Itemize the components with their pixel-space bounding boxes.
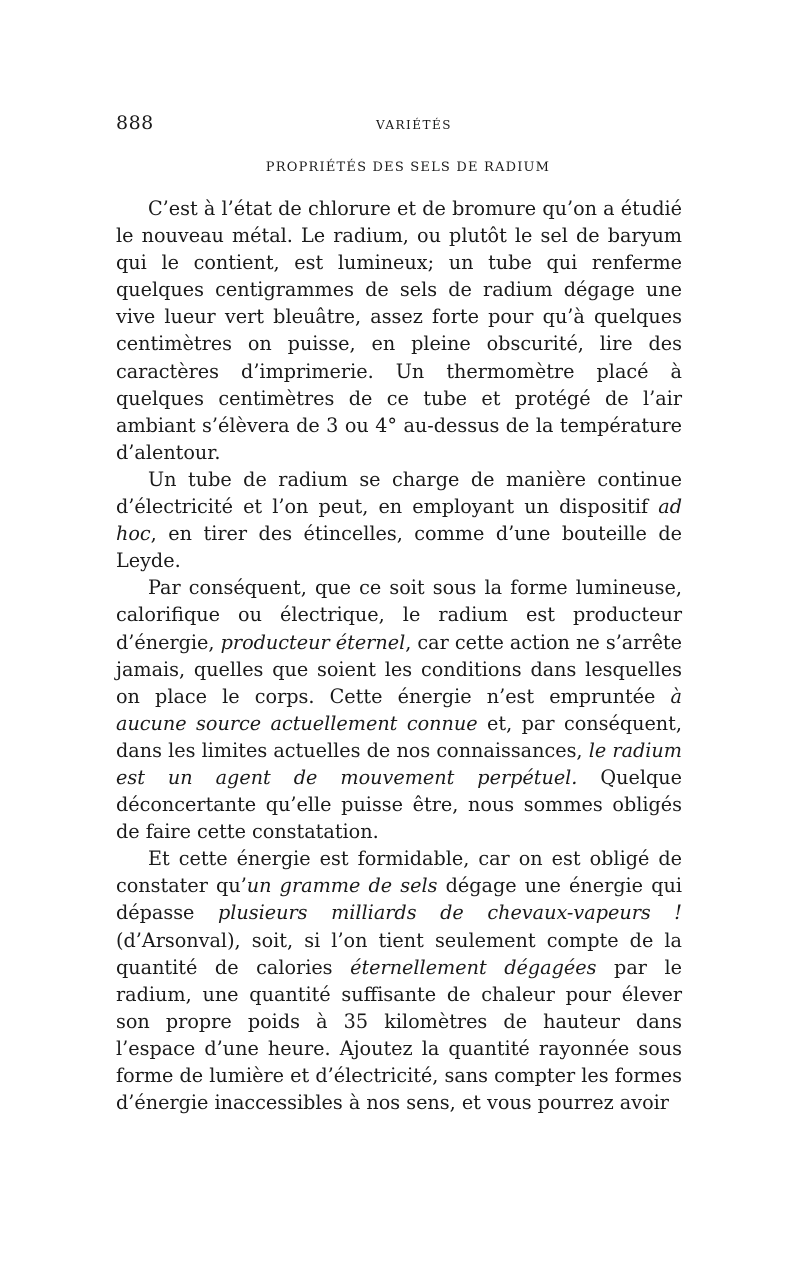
italic-run: à aucune source actuellement connue [116,684,682,735]
italic-run: éternellement dégagées [350,955,597,979]
running-title: VARIÉTÉS [375,118,453,132]
italic-run: ad hoc [116,495,682,546]
italic-run: plusieurs milliards de chevaux-vapeurs ! [218,901,682,925]
text-run: Quelque déconcertante qu’elle puisse être, nous sommes obligés de faire cette constatation. [116,765,682,844]
section-title: PROPRIÉTÉS DES SELS DE RADIUM [265,160,551,175]
text-run: Et cette énergie est formidable, car on est obligé de constater qu’ [116,847,682,898]
paragraph-2 [116,466,682,574]
running-head [116,100,682,134]
paragraph-4 [116,845,682,1116]
text-run: dégage une énergie qui dépasse [116,874,682,925]
italic-run: le radium est un agent de mouvement perpétuel. [116,738,682,789]
paragraph-3 [116,574,682,845]
text-run: , en tirer des étincelles, comme d’une bouteille de Leyde. [116,522,682,573]
text-run: par le radium, une quantité suffisante de chaleur pour élever son propre poids à 35 kilomètres de hauteur dans l’espace d’une heure. Ajoutez la quantité rayonnée sous forme de lumière et d’électricité, sans compter les formes d’énergie inaccessibles à nos sens, et vous pourrez avoir [116,955,682,1115]
book-page [116,100,682,1116]
paragraph-1 [116,195,682,466]
text-run: C’est à l’état de chlorure et de bromure qu’on a étudié le nouveau métal. Le radium, ou plutôt le sel de baryum qui le contient, est lumineux; un tube qui renferme quelques centigrammes de sels de radium dégage une vive lueur vert bleuâtre, assez forte pour qu’à quelques centimètres on puisse, en pleine obscurité, lire des caractères d’imprimerie. Un thermomètre placé à quelques centimètres de ce tube et protégé de l’air ambiant s’élèvera de 3 ou 4° au-dessus de la température d’alentour. [116,197,682,464]
body-text [116,195,682,1116]
page-number: 888 [116,112,154,134]
text-run: , car cette action ne s’arrête jamais, quelles que soient les conditions dans lesquelles on place le corps. Cette énergie n’est empruntée [116,630,682,708]
italic-run: producteur éternel [220,630,406,654]
italic-run: un gramme de sels [246,874,438,898]
text-run: et, par conséquent, dans les limites actuelles de nos connaissances, [116,711,682,762]
text-run: Un tube de radium se charge de manière continue d’électricité et l’on peut, en employant un dispositif [116,467,682,519]
text-run: Par conséquent, que ce soit sous la forme lumineuse, calorifique ou électrique, le radium est producteur d’énergie, [116,576,682,654]
text-run: (d’Arsonval), soit, si l’on tient seulement compte de la quantité de calories [116,928,682,979]
